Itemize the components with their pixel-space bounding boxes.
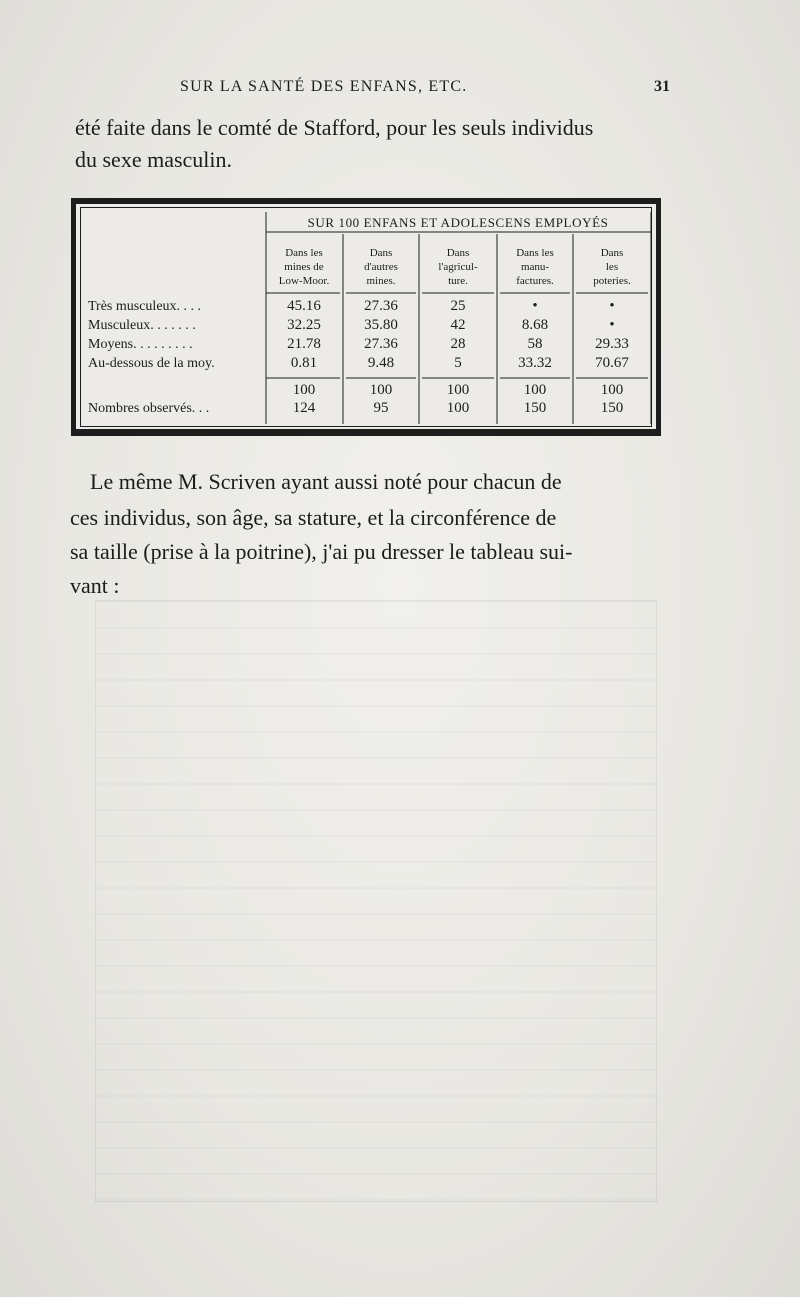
cell: 70.67 bbox=[595, 355, 629, 371]
cell: 29.33 bbox=[595, 336, 629, 352]
cell: • bbox=[609, 317, 615, 333]
col-header-5-line-3: poteries. bbox=[593, 275, 631, 287]
cell: 21.78 bbox=[287, 336, 321, 352]
cell: 42 bbox=[450, 317, 466, 333]
row-label-1: Très musculeux. . . . bbox=[88, 299, 202, 314]
col-header-4-line-1: Dans les bbox=[516, 247, 554, 259]
cell: 58 bbox=[527, 336, 543, 352]
cell: 9.48 bbox=[367, 355, 395, 371]
page-number: 31 bbox=[654, 78, 670, 95]
observed-label: Nombres observés. . . bbox=[88, 401, 210, 416]
col-header-1-line-3: Low-Moor. bbox=[278, 275, 330, 287]
total-cell: 100 bbox=[292, 382, 316, 398]
table-span-heading: SUR 100 ENFANS ET ADOLESCENS EMPLOYÉS bbox=[307, 215, 609, 230]
observed-cell: 150 bbox=[523, 400, 547, 416]
body-line-1: Le même M. Scriven ayant aussi noté pour chacun de bbox=[90, 469, 562, 494]
cell: 27.36 bbox=[364, 336, 398, 352]
cell: 32.25 bbox=[287, 317, 321, 333]
cell: 35.80 bbox=[364, 317, 398, 333]
show-through-table bbox=[95, 600, 657, 1202]
table-grid bbox=[76, 204, 656, 429]
running-title: SUR LA SANTÉ DES ENFANS, ETC. bbox=[180, 78, 468, 95]
col-header-3-line-2: l'agricul- bbox=[438, 261, 478, 273]
cell: 45.16 bbox=[287, 298, 321, 314]
cell: 0.81 bbox=[290, 355, 318, 371]
cell: • bbox=[532, 298, 538, 314]
col-header-1-line-2: mines de bbox=[284, 261, 324, 273]
page-header bbox=[180, 78, 670, 100]
col-header-4-line-2: manu- bbox=[520, 261, 550, 273]
body-line-4: vant : bbox=[70, 573, 120, 598]
total-cell: 100 bbox=[369, 382, 393, 398]
row-label-4: Au-dessous de la moy. bbox=[88, 356, 215, 371]
col-header-3-line-3: ture. bbox=[448, 275, 468, 287]
cell: 8.68 bbox=[521, 317, 549, 333]
intro-line-1: été faite dans le comté de Stafford, pour les seuls individus bbox=[75, 115, 594, 140]
observed-cell: 124 bbox=[292, 400, 316, 416]
cell: • bbox=[609, 298, 615, 314]
observed-cell: 100 bbox=[446, 400, 470, 416]
col-header-2-line-1: Dans bbox=[369, 247, 393, 259]
cell: 28 bbox=[450, 336, 466, 352]
body-line-2: ces individus, son âge, sa stature, et la circonférence de bbox=[70, 505, 557, 530]
col-header-5-line-2: les bbox=[605, 261, 619, 273]
total-cell: 100 bbox=[523, 382, 547, 398]
col-header-1-line-1: Dans les bbox=[285, 247, 323, 259]
cell: 33.32 bbox=[518, 355, 552, 371]
observed-cell: 95 bbox=[373, 400, 389, 416]
cell: 5 bbox=[454, 355, 462, 371]
col-header-4-line-3: factures. bbox=[516, 275, 554, 287]
total-cell: 100 bbox=[600, 382, 624, 398]
col-header-5-line-1: Dans bbox=[600, 247, 624, 259]
row-label-3: Moyens. . . . . . . . . bbox=[88, 337, 193, 352]
intro-line-2: du sexe masculin. bbox=[75, 147, 233, 172]
row-label-2: Musculeux. . . . . . . bbox=[88, 318, 196, 333]
cell: 27.36 bbox=[364, 298, 398, 314]
col-header-2-line-2: d'autres bbox=[364, 261, 398, 273]
musculature-table bbox=[71, 198, 661, 436]
col-header-2-line-3: mines. bbox=[366, 275, 396, 287]
observed-cell: 150 bbox=[600, 400, 624, 416]
col-header-3-line-1: Dans bbox=[446, 247, 470, 259]
body-line-3: sa taille (prise à la poitrine), j'ai pu dresser le tableau sui- bbox=[70, 539, 573, 564]
cell: 25 bbox=[450, 298, 466, 314]
total-cell: 100 bbox=[446, 382, 470, 398]
